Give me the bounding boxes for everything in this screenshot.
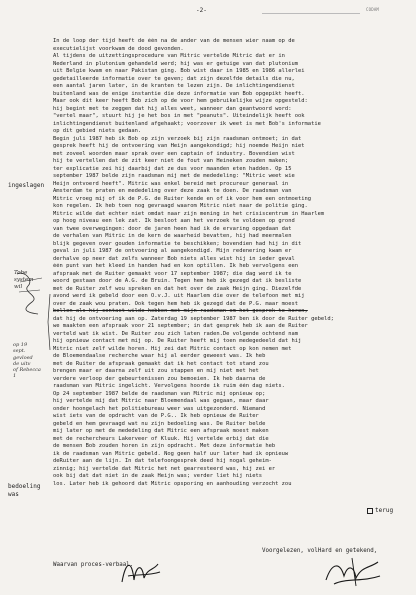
text-line: blijk gegeven over gouden informatie te beschikken; bovendien had hij in dit: [53, 240, 302, 247]
closing-left: Waarvan proces-verbaal.: [53, 562, 134, 568]
text-line: "vertel maar", stuurt hij je het bos in met "peanuts". Uiteindelijk heeft ook: [53, 113, 305, 119]
text-line: kon regelen. Ik heb toen nog gevraagd waarom Mitric niet naar de politie ging.: [53, 203, 308, 209]
text-line: we maakten een afspraak voor 21 september; in dat gesprek heb ik aan de Ruiter: [53, 323, 308, 329]
text-line: met de Ruiter de afspraak gemaakt dat ik het contact tot stand zou: [53, 360, 269, 367]
text-line: Mitric wilde dat echter niet omdat naar zijn mening in het crisiscentrum in Haarlem: [53, 210, 325, 217]
text-line: onder hoongelach het politiebureau weer was uitgezonderd. Niemand: [53, 405, 266, 412]
text-line: derhalve op neer dat zelfs wanneer Bob niets alles wist hij in ieder geval: [53, 255, 295, 262]
text-line: één punt van het kleed in handen had en kon optillen. Ik heb vervolgens een: [53, 263, 299, 269]
text-line: ter explicatie zei hij daarbij dat ze dus voor maanden eten hadden. Op 15: [53, 165, 292, 172]
text-line: hij te vertellen dat de zit keer niet de fout van Heineken zouden maken;: [53, 158, 289, 164]
text-line: over de zaak wou praten. Ook tegen hem heb ik gezegd dat de P.G. maar moest: [53, 300, 299, 307]
margin-note-terug: [367, 507, 393, 514]
text-line: Mitric vroeg mij of ik de P.G. de Ruiter kende en of ik voor hem een ontmoeting: [53, 195, 312, 202]
struck-text-line: bellen als hij contact wilde hebben met mijn raadsman om het gesprek te horen,: [53, 308, 308, 314]
text-line: de verhalen van Mitric in de kern de waarheid bevatten, hij had meermalen: [53, 233, 292, 239]
text-line: zinnig; hij vertelde dat Mitric het net gearresteerd was, hij zei er: [53, 465, 276, 472]
text-line: ik de raadsman van Mitric gebeld. Nog geen half uur later had ik opnieuw: [53, 450, 289, 457]
text-line: verdere verloop der gebeurtenissen zou bemoeien. Ik heb daarna de: [53, 375, 266, 382]
text-line: brengen maar er daarna zelf uit zou stappen en mij niet met het: [53, 368, 259, 374]
text-line: geval in juli 1987 de ontvoering al aangekondigd. Mijn redenering kwam er: [53, 248, 292, 254]
text-line: met de Ruiter zelf wou spreken en dat het over de zaak Heijn ging. Diezelfde: [53, 285, 302, 292]
text-line: Begin juli 1987 heb ik Bob op zijn verzoek bij zijn raadsman ontmoet; in dat: [53, 135, 302, 142]
text-line: op hoog niveau een lek zat. Ik besloot aan het verzoek te voldoen op grond: [53, 218, 295, 224]
text-line: dat hij de ontvoering aan op. Zaterdag 19 september 1987 ben ik door de Ruiter gebeld;: [53, 315, 334, 322]
handwritten-note-a: Tobe system wil: [14, 270, 34, 290]
stamp-text: CODAM: [366, 7, 380, 12]
signature-left: [118, 556, 164, 588]
signature-right: [322, 556, 384, 590]
text-line: de Bloemendaalse recherche waar hij al eerder geweest was. Ik heb: [53, 353, 266, 359]
text-line: Nederland in plutonium gehandeld werd; hij was er getuige van dat plutonium: [53, 60, 299, 67]
margin-bracket: [46, 292, 52, 352]
body-text: [53, 38, 383, 488]
text-line: gedetailleerde informatie over te geven; dat zijn dezelfde details die nu,: [53, 75, 295, 82]
text-line: hij begint met te zeggen dat hij alles weet, wanneer dan geantwoord word:: [53, 105, 292, 112]
text-line: los. Later heb ik gehoord dat Mitric opsporing en aanhouding verzocht zou: [53, 480, 292, 487]
text-line: avond werd ik gebeld door een O.v.J. uit Haarlem die over de telefoon met mij: [53, 293, 305, 299]
text-line: hij opnieuw contact met mij op. De Ruiter heeft mij toen medegedeeld dat hij: [53, 338, 302, 344]
checkbox-mark: [367, 508, 373, 514]
text-line: gesprek heeft hij de ontvoering van Heijn aangekondigd; hij noemde Heijn niet: [53, 143, 305, 149]
text-line: Op 24 september 1987 belde de raadsman van Mitric mij opnieuw op;: [53, 390, 266, 397]
text-line: In de loop der tijd heeft de één na de ander van de mensen wier naam op de: [53, 38, 295, 44]
text-line: raadsman van Mitric ingelicht. Vervolgens hoorde ik ruim één dag niets.: [53, 383, 285, 389]
text-line: ook bij dat dat niet in de zaak Heijn was; verder liet hij niets: [53, 473, 263, 479]
text-line: uit Belgie kwam en naar Pakistan ging. Bob wist daar in 1985 en 1986 allerlei: [53, 68, 305, 74]
terug-label: terug: [375, 507, 394, 514]
text-line: Maar ook dit keer heeft Bob zich op de voor hem gebruikelijke wijze opgesteld:: [53, 98, 308, 104]
handwritten-note-b: op 19 sept. gevloed de uitv of Rebecca 1: [13, 342, 41, 380]
text-line: de mensen Bob zouden horen in zijn opdracht. Met deze informatie heb: [53, 443, 276, 449]
margin-note-bedoeling-was: bedoeling was: [8, 483, 41, 498]
text-line: Mitric niet zelf wilde horen. Hij zei dat Mitric contact op kon nemen met: [53, 345, 292, 352]
text-line: buitenland was de enige instantie die deze informatie van Bob opgepikt heeft.: [53, 90, 305, 97]
text-line: september 1987 belde zijn raadsman mij met de mededeling: "Mitric weet wie: [53, 173, 295, 179]
text-line: op dit gebied niets gedaan.: [53, 128, 142, 134]
text-line: van twee overwegingen: door de jaren heen had ik de ervaring opgedaan dat: [53, 225, 292, 232]
text-line: Heijn ontvoerd heeft". Mitric was enkel bereid met procureur generaal in: [53, 180, 289, 187]
text-line: inlichtingendienst buitenland afgehaakt; voorzover ik weet is met Bob's informatie: [53, 120, 321, 127]
text-line: Amsterdam te praten en mededeling over deze zaak te doen. De raadsman van: [53, 188, 292, 194]
margin-note-ingeslagen: ingeslagen: [8, 182, 45, 189]
text-line: hij vertelde mij dat Mitric naar Bloemendaal was gegaan, maar daar: [53, 398, 269, 404]
page-number: -2-: [196, 7, 207, 14]
top-rule: [262, 13, 360, 14]
text-line: met zoveel woorden maar sprak over een captain of industry. Bovendien wist: [53, 150, 295, 157]
closing-right: Voorgelezen, volHard en getekend,: [262, 548, 378, 554]
text-line: executielijst voorkwam de dood gevonden.: [53, 45, 184, 52]
text-line: een aantal jaren later, in de kranten te lezen zijn. De inlichtingendienst: [53, 83, 295, 89]
text-line: verteld wat ik wist. De Ruiter zou zich laten raden.De volgende ochtend nam: [53, 330, 299, 337]
text-line: met de rechercheurs Lakerveer of Kluuk. Hij vertelde erbij dat die: [53, 435, 269, 442]
text-line: deRuiter aan de lijn. In dat telefoongesprek deed hij nogal geheim-: [53, 458, 272, 464]
text-line: woord gestaan door de A.G. de Bruin. Tegen hem heb ik gezegd dat ik besliste: [53, 278, 302, 284]
text-line: gebeld en hem gevraagd wat nu zijn bedoeling was. De Ruiter belde: [53, 420, 266, 427]
text-line: afspraak met de Ruiter gemaakt voor 17 september 1987; die dag werd ik te: [53, 270, 292, 277]
text-line: wist iets van de opdracht van de P.G.. Ik heb opnieuw de Ruiter: [53, 413, 259, 419]
text-line: mij later op met de mededeling dat Mitric een afspraak moest maken: [53, 428, 269, 434]
text-line: Al tijdens de uitzettingsprocedure van Mitric vertelde Mitric dat er in: [53, 53, 285, 59]
